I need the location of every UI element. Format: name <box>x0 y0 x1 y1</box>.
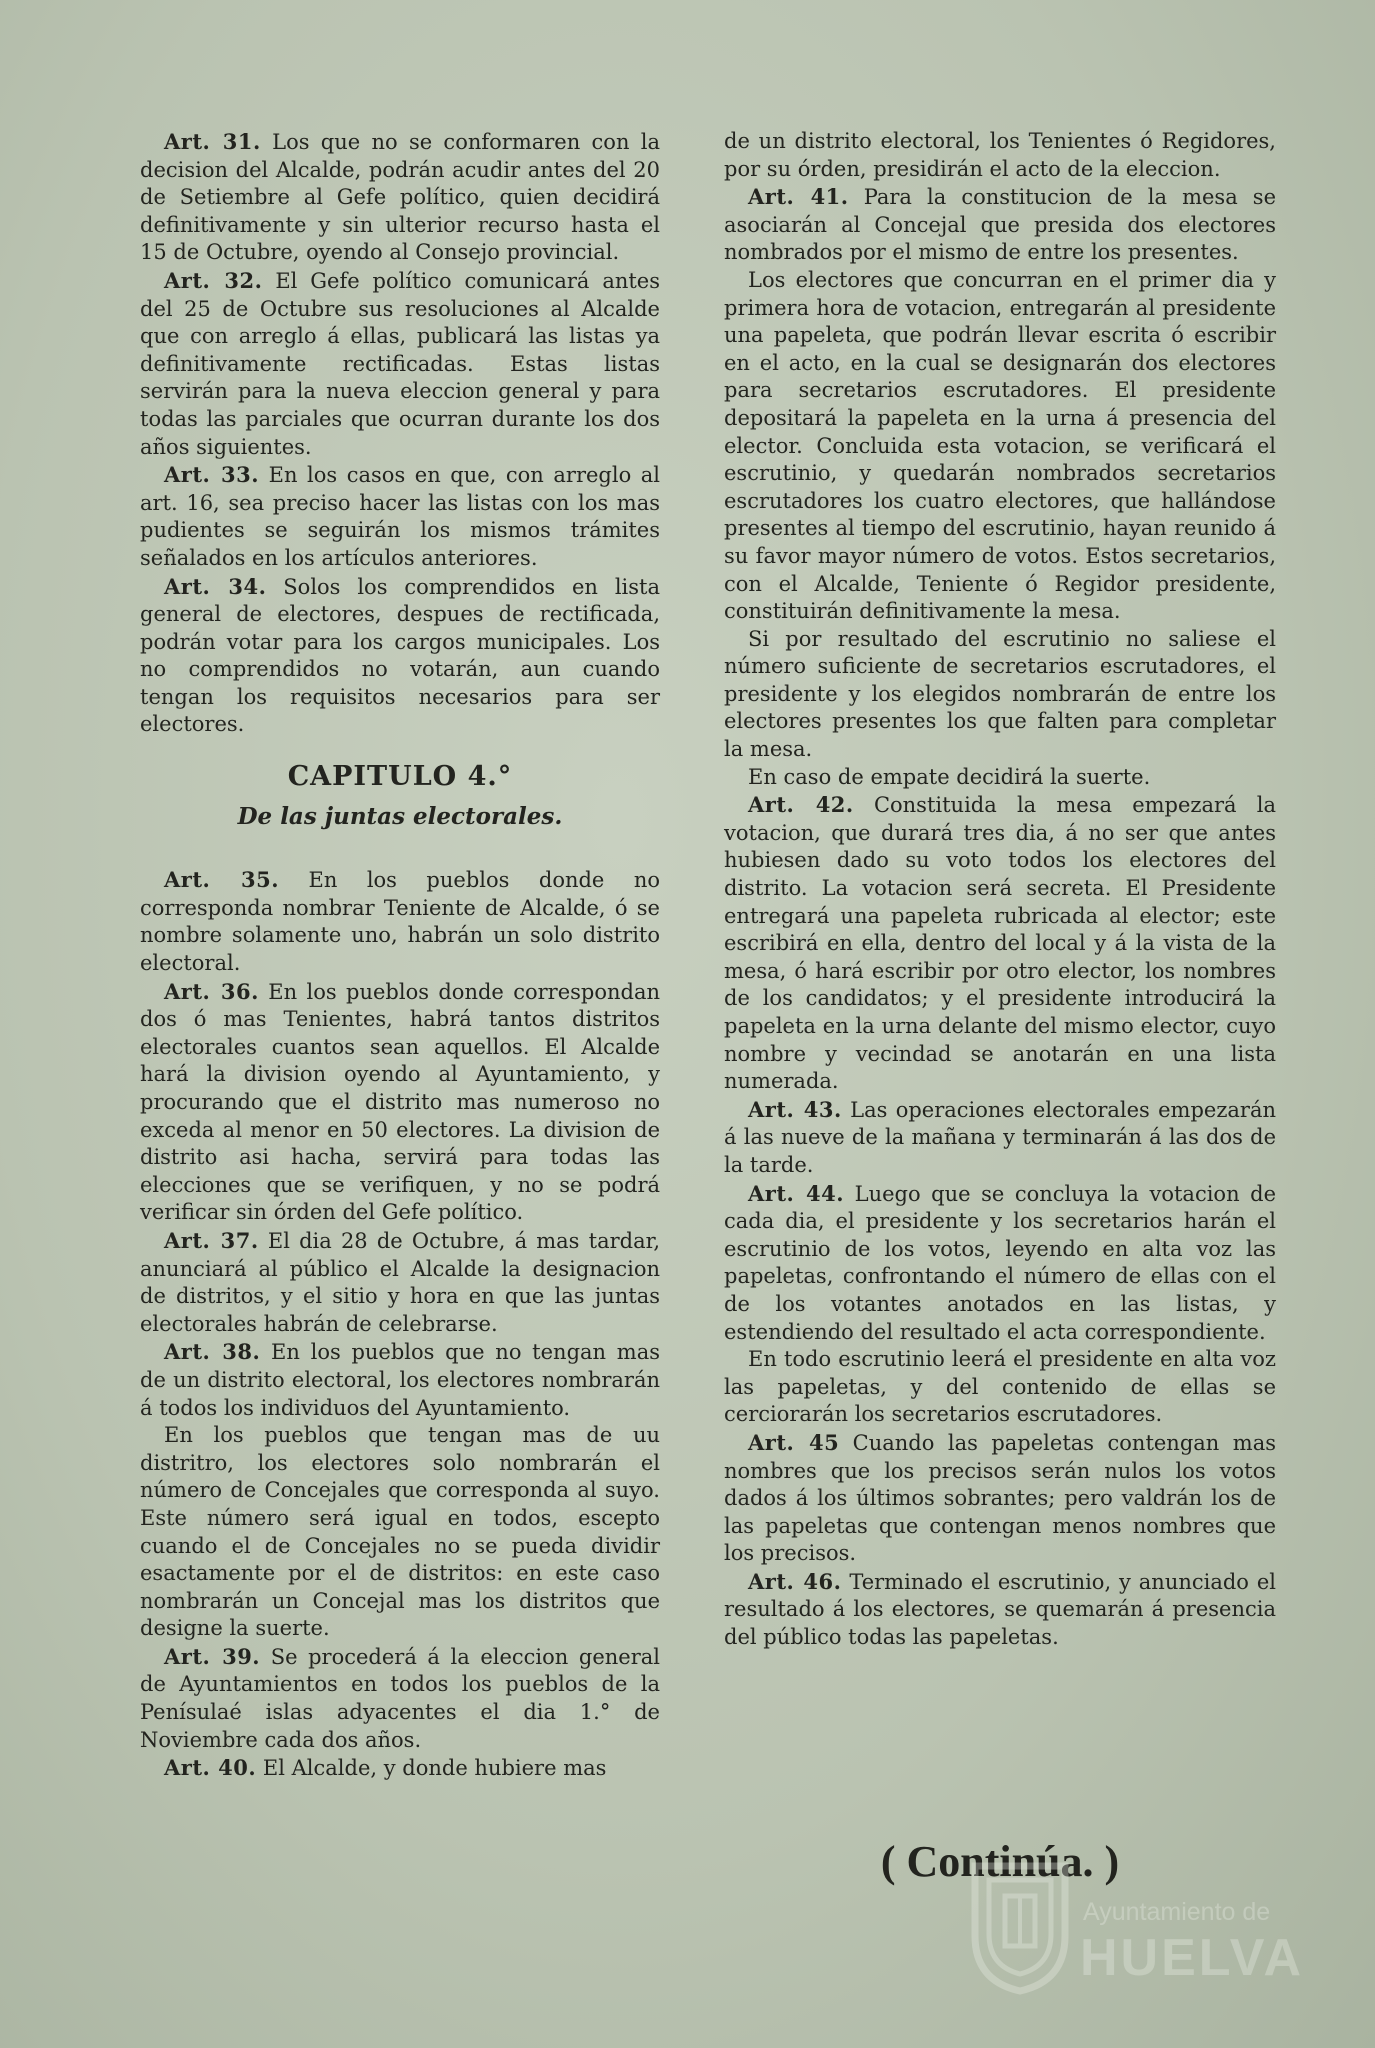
article-label: Art. 43. <box>748 1096 842 1122</box>
article-36 <box>140 978 660 1227</box>
article-text: En los casos en que, con arreglo al art. 16, sea preciso hacer las listas con los mas pudientes se seguirán los mismos trámites señalados en los artículos anteriores. <box>140 463 660 570</box>
article-34 <box>140 573 660 740</box>
article-text: Cuando las papeletas contengan mas nombres que los precisos serán nulos los votos dados á los últimos sobrantes; pero valdrán los de las papeletas que contengan menos nombres que los precisos. <box>724 1430 1276 1566</box>
article-39 <box>140 1643 660 1754</box>
article-text: En los pueblos donde no corresponda nombrar Teniente de Alcalde, ó se nombre solamente uno, habrán un solo distrito electoral. <box>140 868 660 976</box>
article-label: Art. 40. <box>164 1755 257 1781</box>
right-column <box>724 128 1276 1652</box>
article-label: Art. 36. <box>164 978 259 1004</box>
article-text: Para la constitucion de la mesa se asociarán al Concejal que presida dos electores nombrados por el mismo de entre los presentes. <box>724 185 1276 265</box>
article-text: Solos los comprendidos en lista general de electores, despues de rectificada, podrán votar para los cargos municipales. Los no comprendidos no votarán, aun cuando tengan los requisitos necesarios para ser electores. <box>140 574 660 737</box>
article-42 <box>724 791 1276 1096</box>
chapter-title: CAPITULO 4.° <box>287 761 513 793</box>
article-label: Art. 35. <box>164 867 280 893</box>
article-label: Art. 39. <box>164 1643 261 1669</box>
watermark-line-1: Ayuntamiento de <box>1083 1898 1271 1926</box>
article-label: Art. 34. <box>164 573 267 599</box>
article-31 <box>140 128 660 267</box>
article-label: Art. 46. <box>748 1568 842 1594</box>
article-text: Las operaciones electorales empezarán á las nueve de la mañana y terminarán á las dos de la tarde. <box>724 1097 1276 1177</box>
chapter-subtitle: De las juntas electorales. <box>237 802 563 830</box>
article-38 <box>140 1338 660 1422</box>
article-text: El dia 28 de Octubre, á mas tardar, anunciará al público el Alcalde la designacion de distritos, y el sitio y hora en que las juntas electorales habrán de celebrarse. <box>140 1228 660 1336</box>
article-37 <box>140 1227 660 1338</box>
article-40 <box>140 1754 660 1783</box>
article-41 <box>724 183 1276 267</box>
article-text: Se procederá á la eleccion general de Ayuntamientos en todos los pueblos de la Penísulaé islas adyacentes el dia 1.° de Noviembre cada dos años. <box>140 1644 660 1752</box>
article-35 <box>140 866 660 977</box>
article-33 <box>140 461 660 572</box>
watermark <box>965 1856 1315 2006</box>
article-label: Art. 32. <box>164 267 263 293</box>
article-label: Art. 44. <box>748 1180 845 1206</box>
article-text: El Alcalde, y donde hubiere mas <box>262 1756 607 1781</box>
article-text: En los pueblos que no tengan mas de un distrito electoral, los electores nombrarán á todos los individuos del Ayuntamiento. <box>140 1340 661 1420</box>
article-44 <box>724 1180 1276 1347</box>
article-text: Constituida la mesa empezará la votacion, que durará tres dia, á no ser que antes hubiesen dado su voto todos los electores del distrito. La votacion será secreta. El Presidente entregará una papeleta rubricada al elector; este escribirá en ella, dentro del local y á la vista de la mesa, ó hará escribir por otro elector, los nombres de los candidatos; y el presidente introducirá la papeleta en la urna delante del mismo elector, cuyo nombre y vecindad se anotarán en una lista numerada. <box>724 793 1276 1094</box>
article-text: Los que no se conformaren con la decision del Alcalde, podrán acudir antes del 20 de Setiembre al Gefe político, quien decidirá definitivamente y sin ulterior recurso hasta el 15 de Octubre, oyendo al Consejo provincial. <box>140 130 660 265</box>
article-46 <box>724 1568 1276 1652</box>
left-column <box>140 128 660 1783</box>
watermark-line-2: HUELVA <box>1080 1929 1305 1987</box>
article-32 <box>140 267 660 461</box>
article-label: Art. 37. <box>164 1227 259 1253</box>
article-label: Art. 41. <box>748 184 849 210</box>
article-41-paragraph-4: En caso de empate decidirá la suerte. <box>748 764 1151 789</box>
article-label: Art. 33. <box>164 462 260 488</box>
continua-notice: ( Continúa. ) <box>880 1837 1120 1886</box>
article-38-paragraph: En los pueblos que tengan mas de uu distritro, los electores solo nombrarán el número de Concejales que corresponda al suyo. Este número será igual en todos, escepto cuando el de Concejales no se pueda dividir esactamente por el de distritos: en este caso nombrarán un Concejal mas los distritos que designe la suerte. <box>140 1423 660 1641</box>
article-text: Luego que se concluya la votacion de cada dia, el presidente y los secretarios harán el escrutinio de los votos, leyendo en alta voz las papeletas, confrontando el número de ellas con el de los votantes anotados en las listas, y estendiendo del resultado el acta correspondiente. <box>724 1181 1277 1344</box>
article-45 <box>724 1429 1276 1568</box>
article-44-paragraph-2: En todo escrutinio leerá el presidente en alta voz las papeletas, y del contenido de ellas se cerciorarán los secretarios escrutadores. <box>724 1347 1276 1427</box>
article-text: En los pueblos donde correspondan dos ó mas Tenientes, habrá tantos distritos electorales cuantos sean aquellos. El Alcalde hará la division oyendo al Ayuntamiento, y procurando que el distrito mas numeroso no exceda al menor en 50 electores. La division de distrito asi hacha, servirá para todas las elecciones que se verifiquen, y no se podrá verificar sin órden del Gefe político. <box>140 979 661 1225</box>
article-41-paragraph-2: Los electores que concurran en el primer dia y primera hora de votacion, entregarán al presidente una papeleta, que podrán llevar escrita ó escribir en el acto, en la cual se designarán dos electores para secretarios escrutadores. El presidente depositará la papeleta en la urna á presencia del elector. Concluida esta votacion, se verificará el escrutinio, y quedarán nombrados secretarios escrutadores los cuatro electores, que hallándose presentes al tiempo del escrutinio, hayan reunido á su favor mayor número de votos. Estos secretarios, con el Alcalde, Teniente ó Regidor presidente, constituirán definitivamente la mesa. <box>724 267 1276 624</box>
article-label: Art. 42. <box>748 792 854 818</box>
article-40-continuation: de un distrito electoral, los Tenientes ó Regidores, por su órden, presidirán el acto de la eleccion. <box>724 129 1276 181</box>
article-text: El Gefe político comunicará antes del 25 de Octubre sus resoluciones al Alcalde que con arreglo á ellas, publicará las listas ya definitivamente rectificadas. Estas listas servirán para la nueva eleccion general y para todas las parciales que ocurran durante los dos años siguientes. <box>140 268 661 459</box>
article-41-paragraph-3: Si por resultado del escrutinio no saliese el número suficiente de secretarios escrutadores, el presidente y los elegidos nombrarán de entre los electores presentes los que falten para completar la mesa. <box>724 626 1276 762</box>
article-label: Art. 45 <box>748 1429 840 1455</box>
article-text: Terminado el escrutinio, y anunciado el resultado á los electores, se quemarán á presencia del público todas las papeletas. <box>724 1569 1276 1650</box>
article-43 <box>724 1096 1276 1180</box>
city-coat-of-arms-icon <box>965 1856 1075 1996</box>
article-label: Art. 38. <box>164 1339 261 1365</box>
article-label: Art. 31. <box>164 129 261 154</box>
